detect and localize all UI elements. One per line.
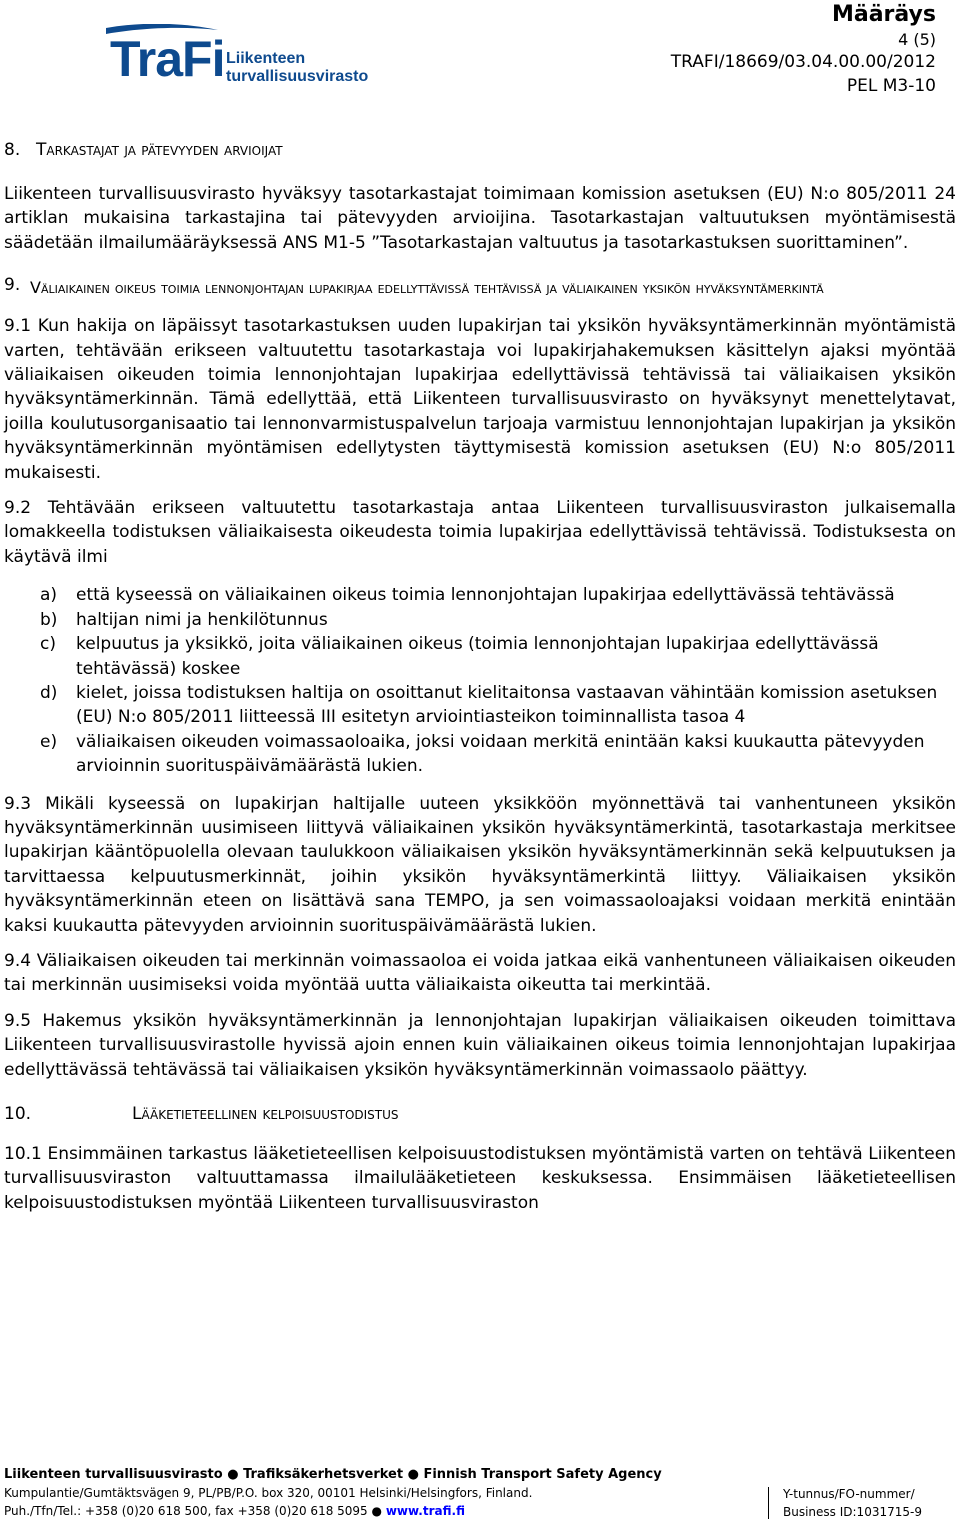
- trafi-logo: [100, 24, 440, 87]
- section-title: Väliaikainen oikeus toimia lennonjohtajan lupakirjaa edellyttävissä tehtävissä ja väliaikainen yksikön hyväksyntämerkintä: [30, 278, 824, 298]
- list-text: että kyseessä on väliaikainen oikeus toimia lennonjohtajan lupakirjaa edellyttävässä tehtävässä: [76, 585, 895, 606]
- list-item: [4, 730, 956, 779]
- paragraph-9-2: 9.2 Tehtävään erikseen valtuutettu tasotarkastaja antaa Liikenteen turvallisuusviraston julkaisemalla lomakkeella todistuksen väliaikaisesta oikeudesta toimia lupakirjaa edellyttävissä tehtävissä. Todistuksesta on käytävä ilmi: [4, 498, 956, 567]
- list-label: a): [40, 585, 58, 606]
- section-8-heading: [4, 140, 956, 160]
- section-number: 8.: [4, 140, 21, 160]
- regulation-code: PEL M3-10: [846, 76, 936, 96]
- list-label: e): [40, 731, 58, 752]
- list-item: [4, 608, 956, 632]
- business-id-block: [768, 1487, 922, 1519]
- section-9-heading: [4, 275, 956, 301]
- footer-address: Kumpulantie/Gumtäktsvägen 9, PL/PB/P.O. box 320, 00101 Helsinki/Helsingfors, Finland.: [4, 1486, 533, 1500]
- section-10-heading: [4, 1104, 956, 1124]
- paragraph-10-1: 10.1 Ensimmäinen tarkastus lääketieteellisen kelpoisuustodistuksen myöntämistä varten on tehtävä Liikenteen turvallisuusviraston valtuuttamassa ilmailulääketieteen keskuksessa. Ensimmäisen lääketieteellisen kelpoisuustodistuksen myöntää Liikenteen turvallisuusviraston: [4, 1144, 956, 1213]
- logo-text: TraFi: [110, 31, 225, 87]
- doc-type: Määräys: [831, 2, 936, 27]
- paragraph-9-3: 9.3 Mikäli kyseessä on lupakirjan haltijalle uuteen yksikköön myönnettävä tai vanhentuneen yksikön hyväksyntämerkinnän uusimiseen liittyvä väliaikainen yksikön hyväksyntämerkintä, tasotarkastaja merkitsee lupakirjan kääntöpuolella olevaan taulukkoon väliaikaisen yksikön hyväksyntämerkinnän sekä kelpuutuksen ja tarvittaessa kelpuutusmerkinnät, joihin yksikön hyväksyntämerkintä liittyy. Väliaikaisen yksikön hyväksyntämerkinnän eteen on lisättävä sana TEMPO, ja sen voimassaoloajaksi voidaan merkitä enintään kaksi kuukautta pätevyyden arvioinnin suorituspäivämäärästä lukien.: [4, 793, 956, 936]
- section-8-paragraph: Liikenteen turvallisuusvirasto hyväksyy tasotarkastajat toimimaan komission asetuksen (EU) N:o 805/2011 24 artiklan mukaisina tarkastajina tai pätevyyden arvioijina. Tasotarkastajan valtuutuksen myöntämisestä säädetään ilmailumääräyksessä ANS M1-5 ”Tasotarkastajan valtuutus ja tasotarkastuksen suorittaminen”.: [4, 184, 956, 253]
- section-number: 9.: [4, 275, 21, 296]
- list-item: [4, 583, 956, 607]
- section-title: Lääketieteellinen kelpoisuustodistus: [132, 1104, 399, 1124]
- list-item: [4, 632, 956, 681]
- requirements-list: [4, 583, 956, 778]
- footer-agency-names: Liikenteen turvallisuusvirasto ● Trafiksäkerhetsverket ● Finnish Transport Safety Agency: [4, 1467, 662, 1482]
- list-text: väliaikaisen oikeuden voimassaoloaika, joksi voidaan merkitä enintään kaksi kuukautta pätevyyden arvioinnin suorituspäivämäärästä lukien.: [76, 731, 925, 777]
- section-number: 10.: [4, 1104, 32, 1124]
- paragraph-9-5: 9.5 Hakemus yksikön hyväksyntämerkinnän ja lennonjohtajan lupakirjan väliaikaisen oikeuden toimittava Liikenteen turvallisuusvirastolle hyvissä ajoin ennen kuin väliaikainen oikeus toimia lennonjohtajan lupakirjaa edellyttävässä tehtävässä tai väliaikaisen yksikön hyväksyntämerkinnän voimassaolo päättyy.: [4, 1010, 956, 1080]
- list-label: b): [40, 609, 58, 630]
- ytunnus-label: Y-tunnus/FO-nummer/: [783, 1487, 915, 1501]
- list-text: haltijan nimi ja henkilötunnus: [76, 609, 328, 630]
- agency-name: Liikenteen turvallisuusvirasto: [226, 50, 369, 85]
- list-item: [4, 681, 956, 730]
- list-text: kielet, joissa todistuksen haltija on osoittanut kielitaitonsa vastaavan vähintään komission asetuksen (EU) N:o 805/2011 liitteessä III esitetyn arviointiasteikon toiminnallista tasoa 4: [76, 682, 938, 728]
- paragraph-9-1: 9.1 Kun hakija on läpäissyt tasotarkastuksen uuden lupakirjan tai yksikön hyväksyntämerkinnän myöntämistä varten, tehtävään erikseen valtuutettu tasotarkastaja voi lupakirjahakemuksen käsittelyn ajaksi myöntää väliaikaisen oikeuden toimia lennonjohtajan lupakirjaa edellyttävissä tehtävissä tai väliaikaisen yksikön hyväksyntämerkinnän. Tämä edellyttää, että Liikenteen turvallisuusvirasto on hyväksynyt menettelytavat, joilla koulutusorganisaatio tai lennonvarmistuspalvelun tarjoaja varmistuu lennonjohtajan lupakirjan ja yksikön hyväksyntämerkinnän myöntämisen edellytysten täyttymisestä komission asetuksen (EU) N:o 805/2011 mukaisesti.: [4, 316, 956, 483]
- section-title: Tarkastajat ja pätevyyden arvioijat: [36, 140, 283, 160]
- page-number: 4 (5): [898, 30, 936, 49]
- list-label: c): [40, 634, 56, 655]
- list-text: kelpuutus ja yksikkö, joita väliaikainen oikeus (toimia lennonjohtajan lupakirjaa edellyttävässä tehtävässä) koskee: [76, 634, 879, 679]
- list-label: d): [40, 682, 58, 703]
- website-link[interactable]: www.trafi.fi: [385, 1504, 465, 1518]
- business-id: Business ID:1031715-9: [783, 1505, 922, 1519]
- document-body: [4, 140, 956, 1215]
- page-footer: [4, 1467, 936, 1518]
- footer-phone: Puh./Tfn/Tel.: +358 (0)20 618 500, fax +358 (0)20 618 5095 ●: [4, 1504, 382, 1518]
- paragraph-9-4: 9.4 Väliaikaisen oikeuden tai merkinnän voimassaoloa ei voida jatkaa eikä vanhentuneen väliaikaisen oikeuden tai merkinnän uusimiseksi voida myöntää uutta väliaikaista oikeutta tai merkintää.: [4, 950, 956, 996]
- reference-number: TRAFI/18669/03.04.00.00/2012: [670, 52, 936, 72]
